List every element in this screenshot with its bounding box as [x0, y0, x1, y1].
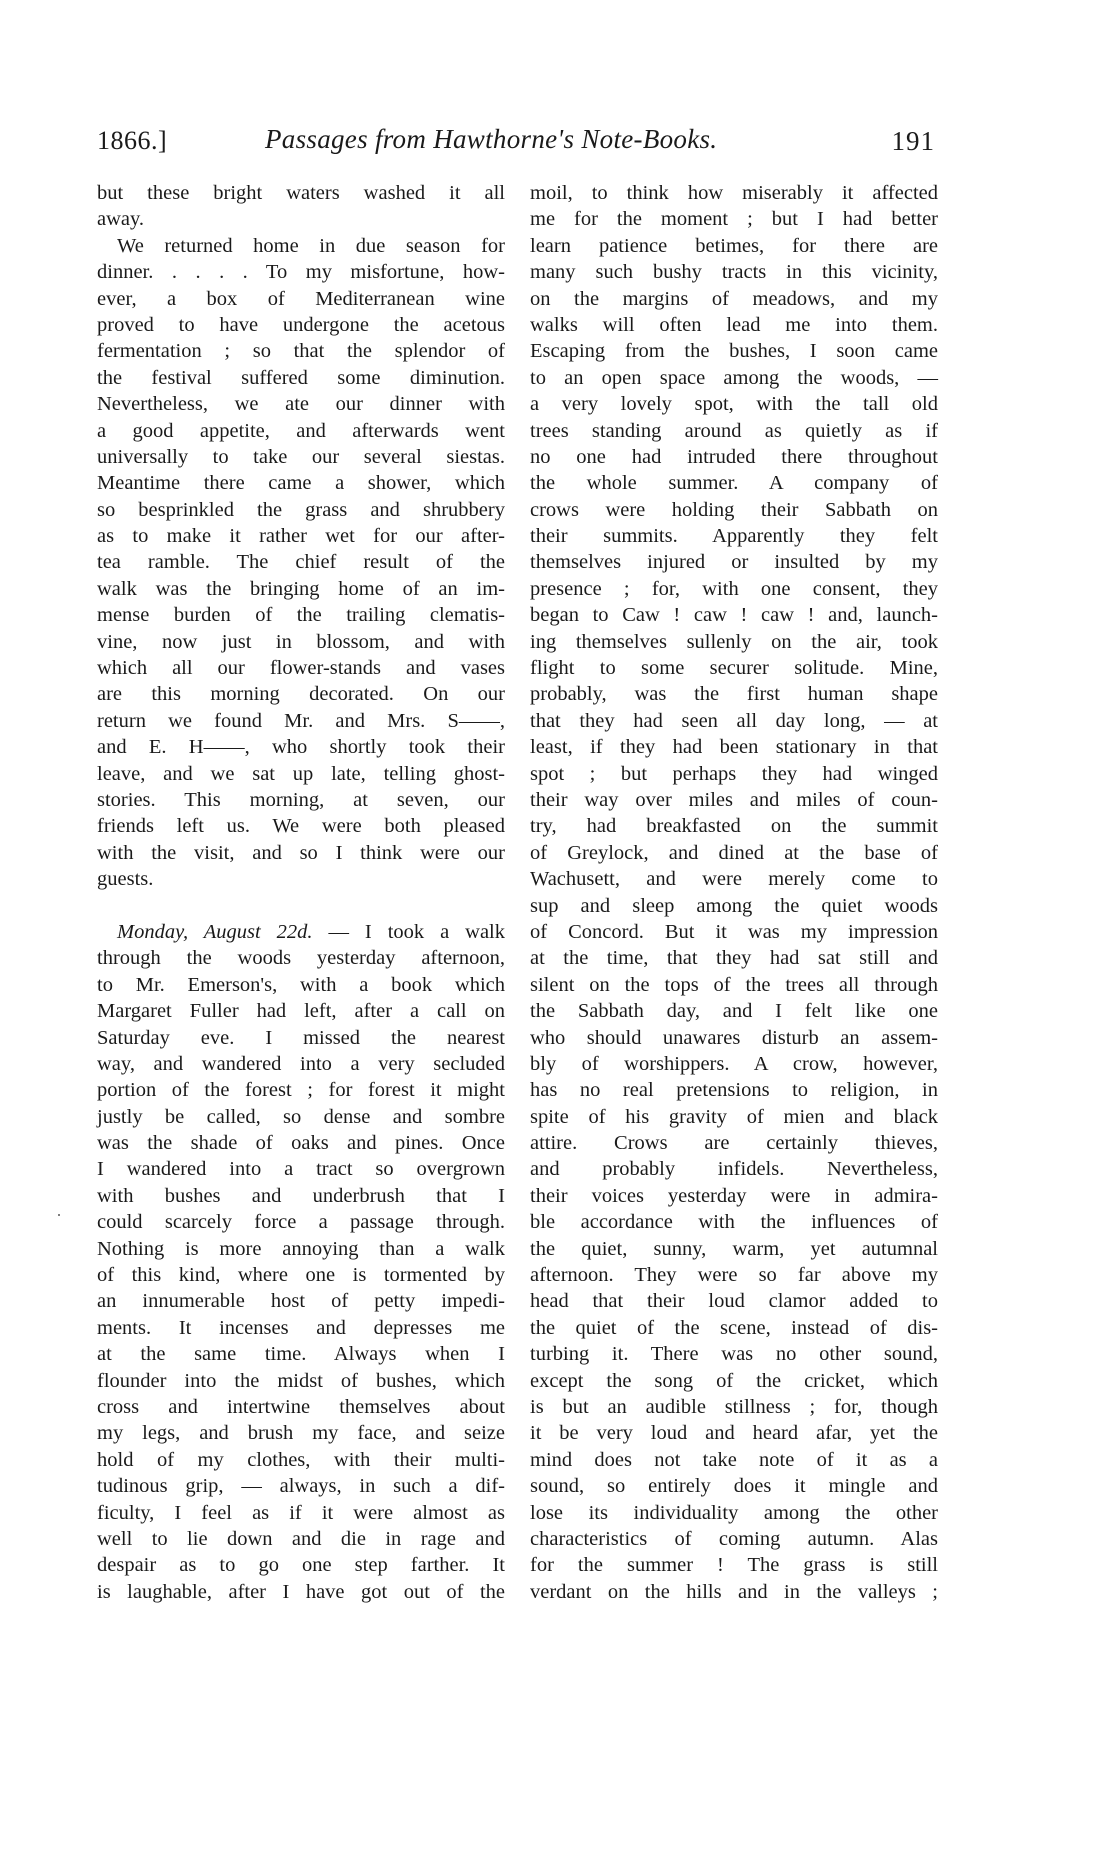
- text-line: my legs, and brush my face, and seize: [97, 1422, 505, 1445]
- text-line: at the time, that they had sat still and: [530, 947, 938, 970]
- text-line: Saturday eve. I missed the nearest: [97, 1026, 505, 1049]
- text-line: ficulty, I feel as if it were almost as: [97, 1501, 505, 1524]
- text-line: to an open space among the woods, —: [530, 366, 938, 389]
- text-line: except the song of the cricket, which: [530, 1369, 938, 1392]
- text-line: Wachusett, and were merely come to: [530, 868, 938, 891]
- left-column: [97, 180, 505, 1605]
- text-line: the festival suffered some diminution.: [97, 366, 505, 389]
- text-line: crows were holding their Sabbath on: [530, 498, 938, 521]
- text-line: spite of his gravity of mien and black: [530, 1105, 938, 1128]
- text-line: and probably infidels. Nevertheless,: [530, 1158, 938, 1181]
- text-line: their way over miles and miles of coun-: [530, 788, 938, 811]
- text-line: me for the moment ; but I had better: [530, 208, 938, 231]
- text-line: sup and sleep among the quiet woods: [530, 894, 938, 917]
- text-line: so besprinkled the grass and shrubbery: [97, 498, 505, 521]
- dateline-continuation: — I took a walk: [312, 920, 505, 943]
- text-line: of Concord. But it was my impression: [530, 920, 938, 943]
- text-line: turbing it. There was no other sound,: [530, 1343, 938, 1366]
- paragraph-gap: [97, 893, 505, 919]
- text-line: with bushes and underbrush that I: [97, 1184, 505, 1207]
- text-line: least, if they had been stationary in that: [530, 736, 938, 759]
- text-line: tudinous grip, — always, in such a dif-: [97, 1475, 505, 1498]
- text-line: afternoon. They were so far above my: [530, 1264, 938, 1287]
- text-line: attire. Crows are certainly thieves,: [530, 1132, 938, 1155]
- text-line: ing themselves sullenly on the air, took: [530, 630, 938, 653]
- text-line: tea ramble. The chief result of the: [97, 551, 505, 574]
- header-title: Passages from Hawthorne's Note-Books.: [265, 124, 718, 154]
- text-line: moil, to think how miserably it affected: [530, 182, 938, 204]
- text-line: away.: [97, 208, 145, 231]
- text-line: no one had intruded there throughout: [530, 445, 938, 468]
- text-line: justly be called, so dense and sombre: [97, 1105, 505, 1128]
- text-line: walks will often lead me into them.: [530, 313, 938, 336]
- text-line: as to make it rather wet for our after-: [97, 525, 505, 548]
- text-line: ble accordance with the influences of: [530, 1211, 938, 1234]
- text-line: fermentation ; so that the splendor of: [97, 340, 505, 363]
- text-line: silent on the tops of the trees all through: [530, 973, 938, 996]
- text-line: on the margins of meadows, and my: [530, 287, 938, 310]
- text-line: who should unawares disturb an assem-: [530, 1026, 938, 1049]
- text-line: Meantime there came a shower, which: [97, 472, 505, 495]
- text-line: has no real pretensions to religion, in: [530, 1079, 938, 1102]
- text-line: mense burden of the trailing clematis-: [97, 604, 505, 627]
- text-line: the quiet, sunny, warm, yet autumnal: [530, 1237, 938, 1260]
- text-line: Nevertheless, we ate our dinner with: [97, 393, 505, 416]
- text-line: I wandered into a tract so overgrown: [97, 1158, 505, 1181]
- text-line: their voices yesterday were in admira-: [530, 1184, 938, 1207]
- text-line: with the visit, and so I think were our: [97, 841, 505, 864]
- text-line: to Mr. Emerson's, with a book which: [97, 973, 505, 996]
- text-line: proved to have undergone the acetous: [97, 313, 505, 336]
- text-line: universally to take our several siestas.: [97, 445, 505, 468]
- text-line: themselves injured or insulted by my: [530, 551, 938, 574]
- text-line: an innumerable host of petty impedi-: [97, 1290, 505, 1313]
- text-line: is laughable, after I have got out of the: [97, 1580, 505, 1603]
- text-line: began to Caw ! caw ! caw ! and, launch-: [530, 604, 938, 627]
- text-line: many such bushy tracts in this vicinity,: [530, 261, 938, 284]
- page-number: 191: [891, 126, 935, 156]
- text-line: and E. H——, who shortly took their: [97, 736, 505, 759]
- entry-dateline: Monday, August 22d.: [117, 920, 313, 943]
- text-line: lose its individuality among the other: [530, 1501, 938, 1524]
- text-line: verdant on the hills and in the valleys ;: [530, 1580, 938, 1603]
- text-line: it be very loud and heard afar, yet the: [530, 1422, 938, 1445]
- text-line: guests.: [97, 868, 154, 891]
- text-line: walk was the bringing home of an im-: [97, 577, 505, 600]
- running-header: [97, 120, 935, 160]
- text-line: probably, was the first human shape: [530, 683, 938, 706]
- text-line: stories. This morning, at seven, our: [97, 788, 505, 811]
- text-line: mind does not take note of it as a: [530, 1448, 938, 1471]
- header-year: 1866.]: [97, 126, 168, 155]
- text-line: learn patience betimes, for there are: [530, 234, 938, 257]
- text-line: of Greylock, and dined at the base of: [530, 841, 938, 864]
- text-line: way, and wandered into a very secluded: [97, 1052, 505, 1075]
- text-line: ever, a box of Mediterranean wine: [97, 287, 505, 310]
- dateline-line: [97, 919, 505, 945]
- text-line: Nothing is more annoying than a walk: [97, 1237, 505, 1260]
- text-line: the whole summer. A company of: [530, 472, 938, 495]
- text-line: portion of the forest ; for forest it might: [97, 1079, 505, 1102]
- text-line: trees standing around as quietly as if: [530, 419, 938, 442]
- text-line: that they had seen all day long, — at: [530, 709, 938, 732]
- text-line: try, had breakfasted on the summit: [530, 815, 938, 838]
- text-line: at the same time. Always when I: [97, 1343, 505, 1366]
- text-line: the Sabbath day, and I felt like one: [530, 1000, 938, 1023]
- text-line: a good appetite, and afterwards went: [97, 419, 505, 442]
- text-line: was the shade of oaks and pines. Once: [97, 1132, 505, 1155]
- text-line: presence ; for, with one consent, they: [530, 577, 938, 600]
- text-line: return we found Mr. and Mrs. S——,: [97, 709, 505, 732]
- text-line: hold of my clothes, with their multi-: [97, 1448, 505, 1471]
- text-line: flounder into the midst of bushes, which: [97, 1369, 505, 1392]
- text-line: vine, now just in blossom, and with: [97, 630, 505, 653]
- text-line: could scarcely force a passage through.: [97, 1211, 505, 1234]
- text-line: of this kind, where one is tormented by: [97, 1264, 505, 1287]
- text-line: the quiet of the scene, instead of dis-: [530, 1316, 938, 1339]
- text-line: We returned home in due season for: [117, 234, 505, 257]
- text-line: their summits. Apparently they felt: [530, 525, 938, 548]
- text-line: through the woods yesterday afternoon,: [97, 947, 505, 970]
- text-line: Margaret Fuller had left, after a call on: [97, 1000, 505, 1023]
- text-line: Escaping from the bushes, I soon came: [530, 340, 938, 363]
- text-line: despair as to go one step farther. It: [97, 1554, 505, 1577]
- text-line: dinner. . . . . To my misfortune, how-: [97, 261, 505, 284]
- text-line: leave, and we sat up late, telling ghost-: [97, 762, 505, 785]
- text-line: characteristics of coming autumn. Alas: [530, 1527, 938, 1550]
- text-line: flight to some securer solitude. Mine,: [530, 657, 938, 680]
- text-line: for the summer ! The grass is still: [530, 1554, 938, 1577]
- text-line: sound, so entirely does it mingle and: [530, 1475, 938, 1498]
- text-line: are this morning decorated. On our: [97, 683, 505, 706]
- text-line: but these bright waters washed it all: [97, 182, 505, 204]
- text-line: is but an audible stillness ; for, though: [530, 1395, 938, 1418]
- right-column: [530, 180, 938, 1605]
- text-line: friends left us. We were both pleased: [97, 815, 505, 838]
- text-line: bly of worshippers. A crow, however,: [530, 1052, 938, 1075]
- text-line: spot ; but perhaps they had winged: [530, 762, 938, 785]
- text-line: well to lie down and die in rage and: [97, 1527, 505, 1550]
- scan-speck: [58, 1214, 60, 1216]
- text-line: head that their loud clamor added to: [530, 1290, 938, 1313]
- text-line: a very lovely spot, with the tall old: [530, 393, 938, 416]
- text-line: ments. It incenses and depresses me: [97, 1316, 505, 1339]
- text-line: which all our flower-stands and vases: [97, 657, 505, 680]
- text-line: cross and intertwine themselves about: [97, 1395, 505, 1418]
